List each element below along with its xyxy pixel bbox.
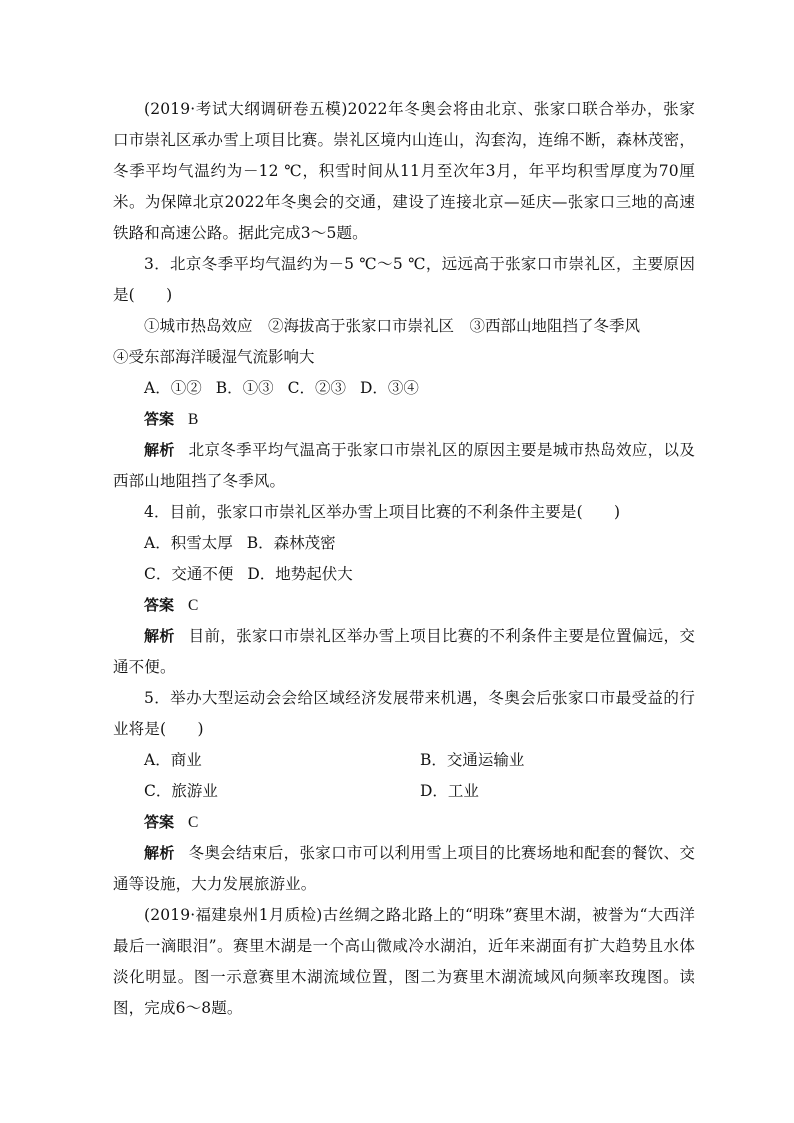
- question-4-options-row-2: [113, 559, 695, 590]
- question-4-options-row-1: [113, 528, 695, 559]
- answer-value: C: [188, 597, 199, 614]
- question-4-answer: [113, 590, 695, 621]
- question-5-answer: [113, 807, 695, 838]
- question-5-analysis: [113, 838, 695, 900]
- question-3-analysis: [113, 435, 695, 497]
- question-4-option-b: B．森林茂密: [246, 534, 336, 552]
- analysis-text: 冬奥会结束后，张家口市可以利用雪上项目的比赛场地和配套的餐饮、交通等设施，大力发展旅游业。: [113, 844, 695, 893]
- question-3-option-b: B．①③: [215, 379, 274, 397]
- question-5-options: [113, 745, 695, 807]
- document-content: [113, 94, 695, 1024]
- analysis-label: 解析: [144, 441, 175, 459]
- answer-label: 答案: [144, 410, 175, 428]
- question-4-option-a: A．积雪太厚: [144, 534, 233, 552]
- question-4-option-d: D．地势起伏大: [247, 565, 353, 583]
- question-5-option-d: D．工业: [420, 782, 479, 800]
- analysis-text: 目前，张家口市崇礼区举办雪上项目比赛的不利条件主要是位置偏远，交通不便。: [113, 627, 695, 676]
- answer-value: C: [188, 814, 199, 831]
- analysis-text: 北京冬季平均气温高于张家口市崇礼区的原因主要是城市热岛效应，以及西部山地阻挡了冬季风。: [113, 441, 695, 490]
- question-4-analysis: [113, 621, 695, 683]
- question-5-option-b: B．交通运输业: [420, 751, 525, 769]
- question-5-option-a: A．商业: [144, 751, 202, 769]
- passage-intro-3-5: (2019·考试大纲调研卷五模)2022年冬奥会将由北京、张家口联合举办，张家口市崇礼区承办雪上项目比赛。崇礼区境内山连山，沟套沟，连绵不断，森林茂密，冬季平均气温约为－12 ℃，积雪时间从11月至次年3月，年平均积雪厚度为70厘米。为保障北京2022年冬奥会的交通，建设了连接北京—延庆—张家口三地的高速铁路和高速公路。据此完成3～5题。: [113, 100, 695, 242]
- answer-value: B: [188, 411, 199, 428]
- passage-intro-6-8: (2019·福建泉州1月质检)古丝绸之路北路上的“明珠”赛里木湖，被誉为“大西洋最后一滴眼泪”。赛里木湖是一个高山微咸冷水湖泊，近年来湖面有扩大趋势且水体淡化明显。图一示意赛里木湖流域位置，图二为赛里木湖流域风向频率玫瑰图。读图，完成6～8题。: [113, 906, 695, 1017]
- question-3-answer: [113, 404, 695, 435]
- analysis-label: 解析: [144, 627, 175, 645]
- question-3-statements-line-1: ①城市热岛效应 ②海拔高于张家口市崇礼区 ③西部山地阻挡了冬季风: [144, 317, 641, 335]
- question-3-option-a: A．①②: [144, 379, 202, 397]
- answer-label: 答案: [144, 596, 175, 614]
- question-3-statements-line-2: ④受东部海洋暖湿气流影响大: [113, 348, 315, 366]
- analysis-label: 解析: [144, 844, 175, 862]
- question-4-option-c: C．交通不便: [144, 565, 234, 583]
- question-3-stem: 3．北京冬季平均气温约为－5 ℃～5 ℃，远远高于张家口市崇礼区，主要原因是( ): [113, 255, 695, 304]
- question-5-stem: 5．举办大型运动会会给区域经济发展带来机遇，冬奥会后张家口市最受益的行业将是( ): [113, 689, 695, 738]
- question-3-option-c: C．②③: [287, 379, 346, 397]
- question-4-stem: 4．目前，张家口市崇礼区举办雪上项目比赛的不利条件主要是( ): [144, 503, 621, 521]
- question-3-options: [113, 373, 695, 404]
- answer-label: 答案: [144, 813, 175, 831]
- question-3-option-d: D．③④: [359, 379, 419, 397]
- question-5-option-c: C．旅游业: [144, 782, 218, 800]
